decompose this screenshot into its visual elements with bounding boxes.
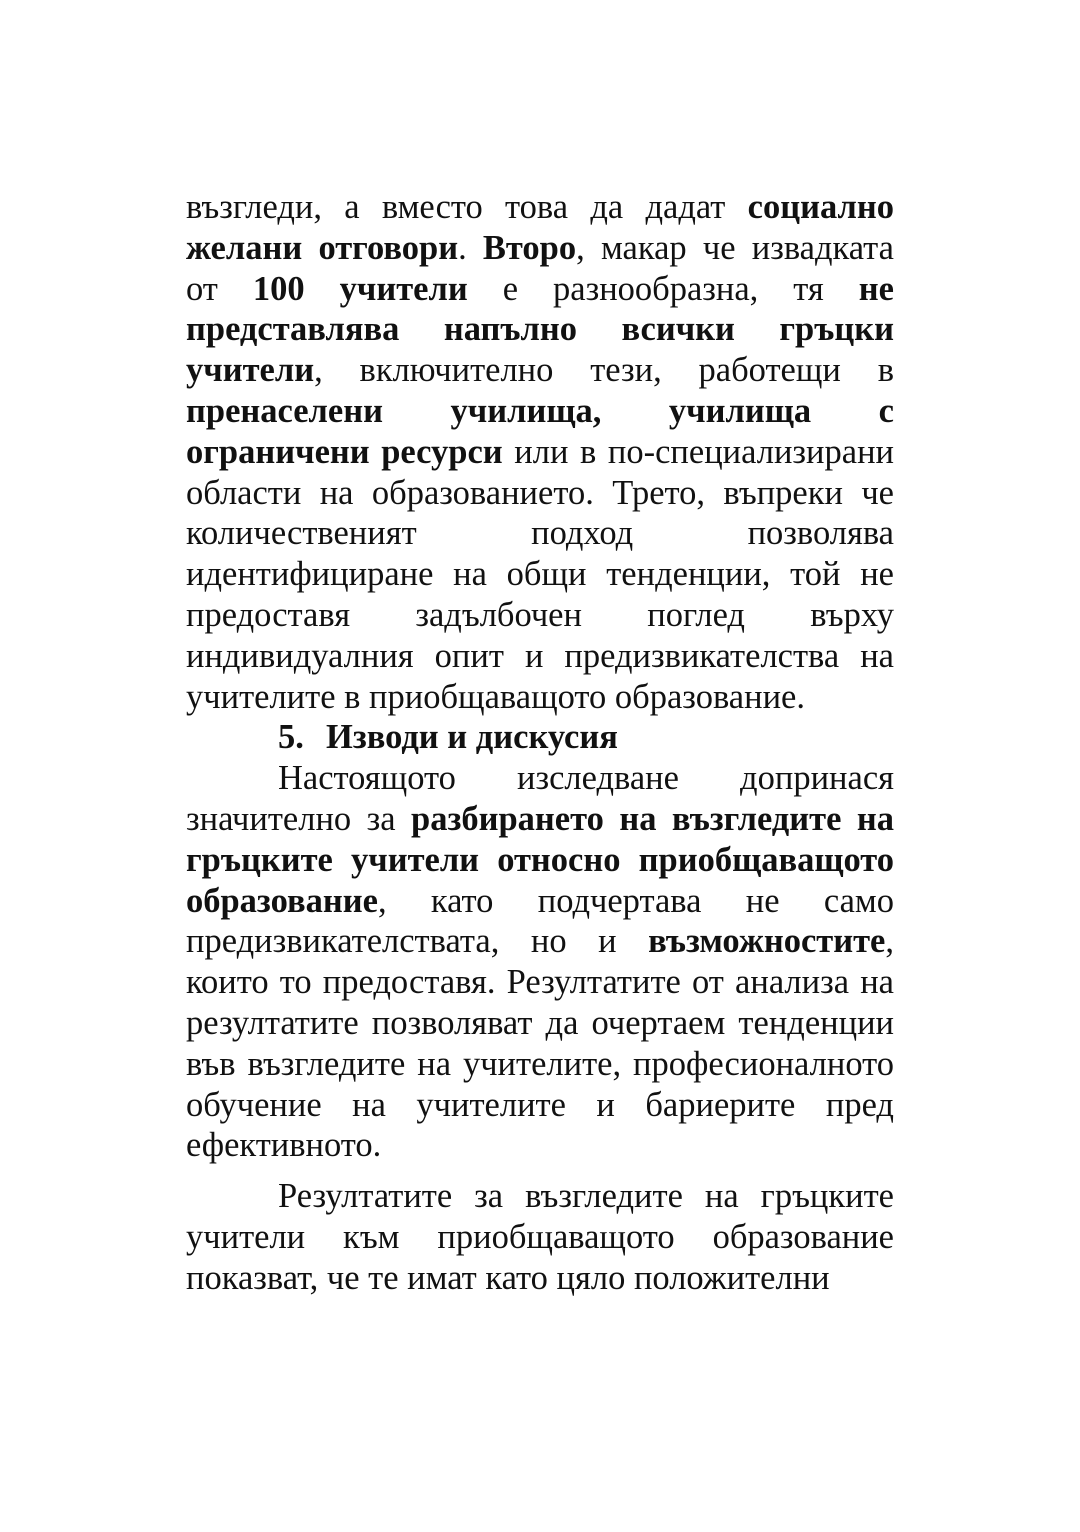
- paragraph-spacing: [186, 1166, 894, 1176]
- bold-run: разбирането на възгледите на гръцките учители относно приобщаващото образование: [186, 799, 894, 920]
- text-run: Настоящото изследване допринася значително за: [186, 759, 894, 838]
- bold-run: социално желани отговори: [186, 188, 894, 267]
- document-page: [186, 187, 894, 1299]
- text-run: .: [458, 228, 483, 267]
- bold-run: 100 учители: [252, 269, 468, 308]
- text-run: или в по-специализирани области на образованието. Трето, въпреки че количественият подход позволява идентифициране на общи тенденции, той не предоставя задълбочен поглед върху индивидуалния опит и предизвикателства на учителите в приобщаващото образование.: [186, 432, 894, 716]
- text-run: възгледи, а вместо това да дадат: [186, 188, 748, 226]
- text-run: , макар че извадката от: [186, 228, 894, 308]
- paragraph-results: [186, 1176, 894, 1298]
- section-heading: [186, 717, 894, 758]
- bold-run: Второ: [482, 228, 577, 267]
- text-run: , които то предоставя. Резултатите от анализа на резултатите позволяват да очертаем тенденции във възгледите на учителите, професионалното обучение на учителите и бариерите пред ефективното.: [186, 922, 894, 1165]
- section-number: 5.: [278, 718, 304, 757]
- text-run: Резултатите за възгледите на гръцките учители към приобщаващото образование показват, че те имат като цяло положителни: [186, 1177, 894, 1297]
- text-run: е разнообразна, тя: [467, 269, 859, 308]
- bold-run: не представлява напълно всички гръцки учители: [186, 269, 894, 390]
- text-run: , включително тези, работещи в: [314, 351, 894, 390]
- bold-run: пренаселени училища, училища с ограничени ресурси: [186, 391, 894, 471]
- text-run: , като подчертава не само предизвикателствата, но и: [186, 881, 894, 961]
- bold-run: възможностите: [648, 922, 886, 961]
- paragraph-limitations: [186, 187, 894, 717]
- paragraph-conclusions: [186, 758, 894, 1166]
- section-title: Изводи и дискусия: [326, 718, 618, 757]
